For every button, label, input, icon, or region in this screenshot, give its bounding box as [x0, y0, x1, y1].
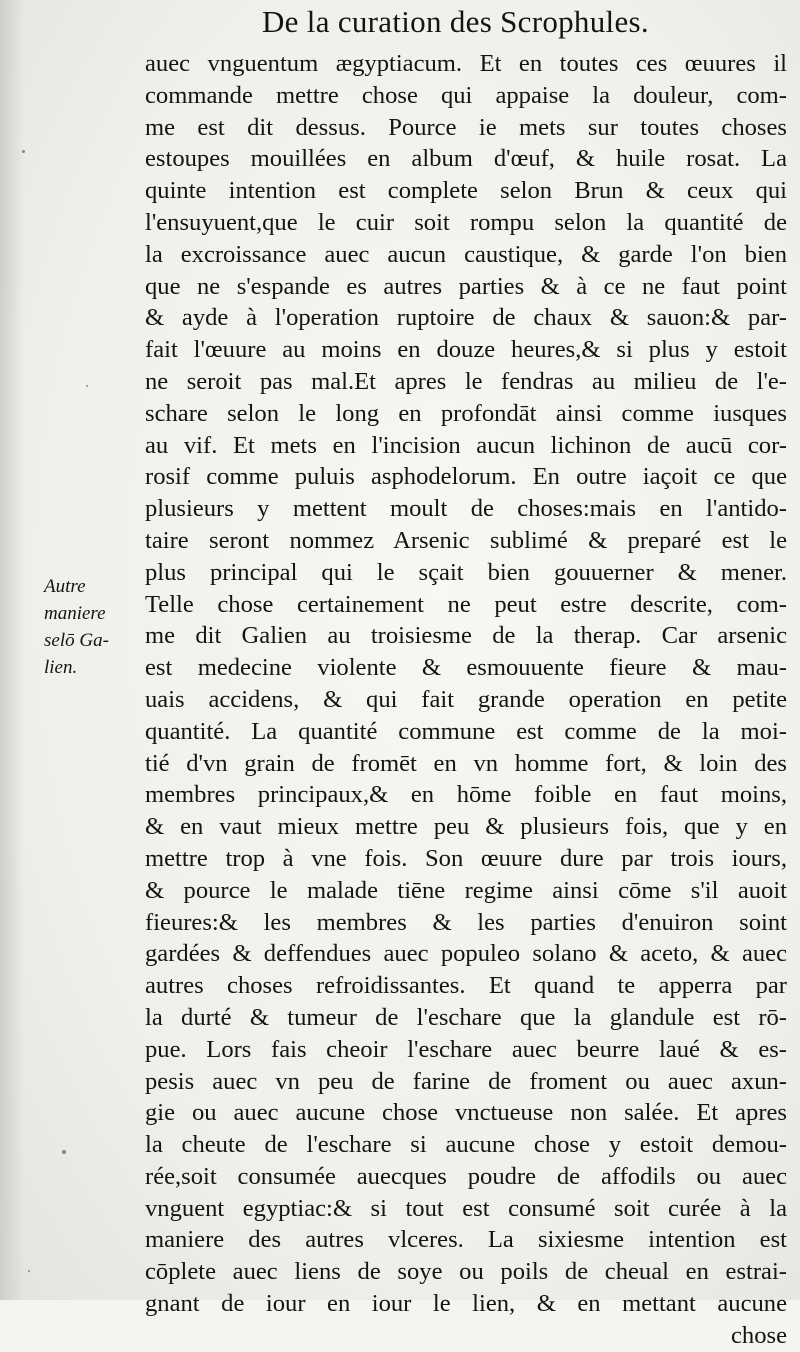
text-line: gie ou auec aucune chose vnctueuse non salée. Et apres [145, 1099, 787, 1127]
text-line: commande mettre chose qui appaise la douleur, com- [145, 81, 787, 109]
text-line: quantité. La quantité commune est comme de la moi- [145, 717, 787, 745]
text-line: la durté & tumeur de l'eschare que la glandule est rō- [145, 1003, 787, 1031]
text-line: gardées & deffendues auec populeo solano & aceto, & auec [145, 940, 787, 968]
text-line: fieures:& les membres & les parties d'enuiron soint [145, 908, 787, 936]
text-line: estoupes mouillées en album d'œuf, & huile rosat. La [145, 145, 787, 173]
text-line: ne seroit pas mal.Et apres le fendras au milieu de l'e- [145, 367, 787, 395]
text-line: & en vaut mieux mettre peu & plusieurs fois, que y en [145, 813, 787, 841]
text-line: uais accidens, & qui fait grande operation en petite [145, 685, 787, 713]
text-line: la cheute de l'eschare si aucune chose y estoit demou- [145, 1131, 787, 1159]
text-line: fait l'œuure au moins en douze heures,& si plus y estoit [145, 336, 787, 364]
margin-note-line: selō Ga- [44, 630, 109, 651]
text-line: Telle chose certainement ne peut estre descrite, com- [145, 590, 787, 618]
text-line: est medecine violente & esmouuente fieure & mau- [145, 654, 787, 682]
text-line: cōplete auec liens de soye ou poils de cheual en estrai- [145, 1258, 787, 1286]
text-line: rosif comme puluis asphodelorum. En outre iaçoit ce que [145, 463, 787, 491]
text-line: & pource le malade tiēne regime ainsi cōme s'il auoit [145, 876, 787, 904]
page-gutter-shadow [0, 0, 24, 1300]
text-line: gnant de iour en iour le lien, & en mettant aucune [145, 1290, 787, 1318]
text-line: pue. Lors fais cheoir l'eschare auec beurre laué & es- [145, 1035, 787, 1063]
text-line: auec vnguentum ægyptiacum. Et en toutes ces œuures il [145, 50, 787, 77]
margin-note [44, 573, 136, 681]
text-line: schare selon le long en profondāt ainsi comme iusques [145, 399, 787, 427]
text-line: au vif. Et mets en l'incision aucun lichinon de aucū cor- [145, 431, 787, 459]
text-line: la excroissance auec aucun caustique, & garde l'on bien [145, 240, 787, 268]
text-line: rée,soit consumée auecques poudre de affodils ou auec [145, 1162, 787, 1190]
running-header: De la curation des Scrophules. [262, 4, 649, 39]
text-line: que ne s'espande es autres parties & à ce ne faut point [145, 272, 787, 300]
text-line: taire seront nommez Arsenic sublimé & preparé est le [145, 526, 787, 554]
paper-speck [28, 1270, 30, 1272]
text-line: quinte intention est complete selon Brun & ceux qui [145, 177, 787, 205]
text-line: plusieurs y mettent moult de choses:mais en l'antido- [145, 495, 787, 523]
text-line: & ayde à l'operation ruptoire de chaux & sauon:& par- [145, 304, 787, 332]
catchword: chose [731, 1321, 787, 1349]
margin-note-line: Autre [44, 576, 86, 597]
margin-note-line: maniere [44, 603, 106, 624]
text-line: maniere des autres vlceres. La sixiesme intention est [145, 1226, 787, 1254]
text-line: pesis auec vn peu de farine de froment ou auec axun- [145, 1067, 787, 1095]
paper-speck [62, 1150, 66, 1154]
text-line: me est dit dessus. Pource ie mets sur toutes choses [145, 113, 787, 141]
paper-speck [22, 150, 25, 153]
margin-note-line: lien. [44, 657, 78, 678]
text-line: vnguent egyptiac:& si tout est consumé soit curée à la [145, 1194, 787, 1222]
text-line: me dit Galien au troisiesme de la therap. Car arsenic [145, 622, 787, 650]
text-line: membres principaux,& en hōme foible en faut moins, [145, 781, 787, 809]
text-line: mettre trop à vne fois. Son œuure dure par trois iours, [145, 844, 787, 872]
text-line: autres choses refroidissantes. Et quand te apperra par [145, 972, 787, 1000]
text-line: plus principal qui le sçait bien gouuerner & mener. [145, 558, 787, 586]
text-line: l'ensuyuent,que le cuir soit rompu selon la quantité de [145, 208, 787, 236]
main-text-block [145, 48, 787, 1352]
paper-speck [86, 385, 88, 387]
text-line: tié d'vn grain de fromēt en vn homme fort, & loin des [145, 749, 787, 777]
